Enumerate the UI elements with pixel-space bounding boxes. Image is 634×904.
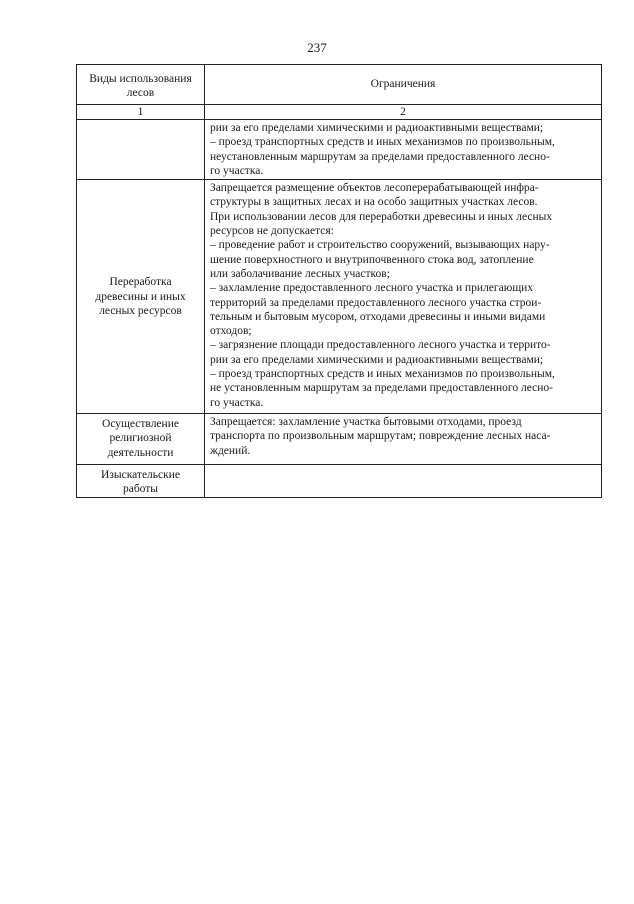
row-restriction-text-empty <box>205 465 602 498</box>
table-row <box>77 414 602 465</box>
text-line: неустановленным маршрутам за пределами предоставленного лесно- <box>210 150 550 163</box>
text-line: го участка. <box>210 164 264 177</box>
text-line: шение поверхностного и внутрипочвенного стока вод, затопление <box>210 253 534 266</box>
table-number-row <box>77 105 602 120</box>
text-line: При использовании лесов для переработки древесины и иных лесных <box>210 210 553 223</box>
text-line: ресурсов не допускается: <box>210 225 334 238</box>
table-row <box>77 465 602 498</box>
text-line: – проезд транспортных средств и иных механизмов по произвольным, <box>210 136 555 149</box>
text-line: отходов; <box>210 325 252 338</box>
text-line: транспорта по произвольным маршрутам; повреждение лесных наса- <box>210 430 551 443</box>
table-row <box>77 120 602 180</box>
table-row <box>77 180 602 414</box>
column-number-1: 1 <box>77 105 205 120</box>
page-number: 237 <box>307 40 327 55</box>
label-line: древесины и иных <box>95 290 186 303</box>
text-line: го участка. <box>210 396 264 409</box>
label-line: деятельности <box>107 446 174 459</box>
text-line: – загрязнение площади предоставленного лесного участка и террито- <box>210 339 551 352</box>
row-label-survey-works <box>77 465 205 498</box>
row-label-religious-activity <box>77 414 205 465</box>
header-col1-line: лесов <box>126 86 155 99</box>
label-line: Изыскательские <box>101 469 180 482</box>
row-restriction-text <box>205 120 602 180</box>
row-restriction-text <box>205 180 602 414</box>
text-line: Запрещается размещение объектов лесоперерабатывающей инфра- <box>210 182 539 195</box>
column-number-2: 2 <box>205 105 602 120</box>
row-label-wood-processing <box>77 180 205 414</box>
label-line: работы <box>122 483 159 496</box>
text-line: или заболачивание лесных участков; <box>210 267 390 280</box>
row-restriction-text <box>205 414 602 465</box>
header-restrictions: Ограничения <box>205 65 602 105</box>
restrictions-table <box>76 64 602 498</box>
label-line: лесных ресурсов <box>99 304 182 317</box>
text-line: рии за его пределами химическими и радиоактивными веществами; <box>210 353 544 366</box>
text-line: рии за его пределами химическими и радиоактивными веществами; <box>210 122 544 134</box>
text-line: ждений. <box>210 444 251 457</box>
text-line: не установленным маршрутам за пределами предоставленного лесно- <box>210 382 553 395</box>
label-line: Осуществление <box>102 418 179 431</box>
row-label-empty <box>77 120 205 180</box>
text-line: структуры в защитных лесах и на особо защитных участках лесов. <box>210 196 538 209</box>
header-forest-use-types <box>77 65 205 105</box>
text-line: – проведение работ и строительство сооружений, вызывающих нару- <box>210 239 550 252</box>
text-line: – проезд транспортных средств и иных механизмов по произвольным, <box>210 368 555 381</box>
text-line: тельным и бытовым мусором, отходами древесины и иными видами <box>210 310 546 323</box>
text-line: территорий за пределами предоставленного лесного участка строи- <box>210 296 542 309</box>
text-line: Запрещается: захламление участка бытовыми отходами, проезд <box>210 416 522 429</box>
table-header-row <box>77 65 602 105</box>
text-line: – захламление предоставленного лесного участка и прилегающих <box>210 282 534 295</box>
label-line: Переработка <box>109 276 172 289</box>
header-col1-line: Виды использования <box>89 72 192 85</box>
label-line: религиозной <box>109 432 172 445</box>
